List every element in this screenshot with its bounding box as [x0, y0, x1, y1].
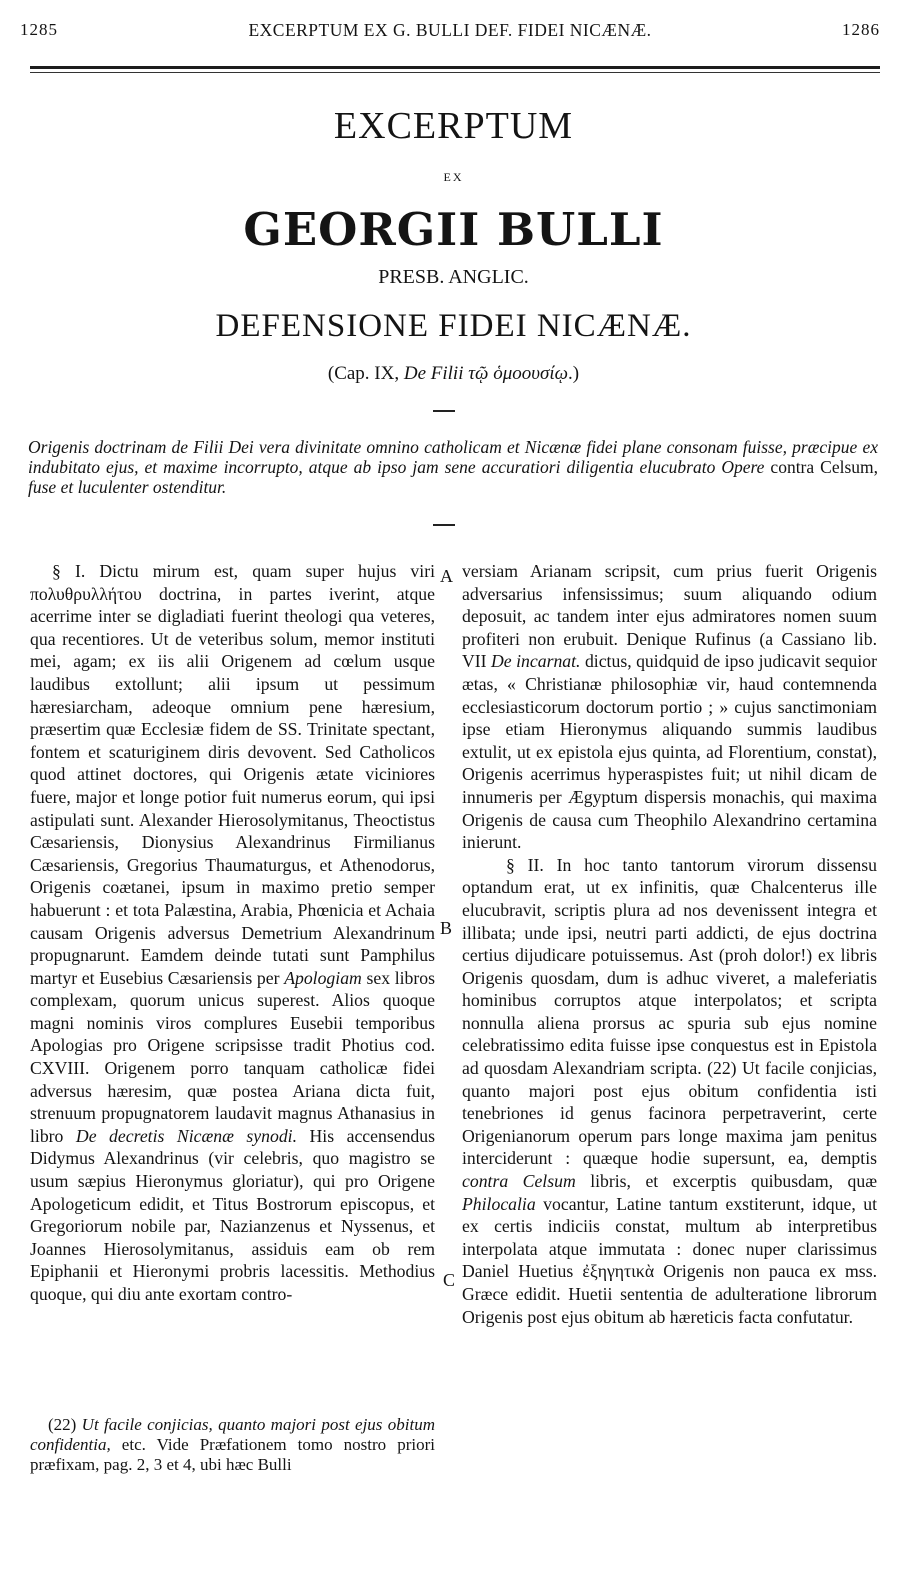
title-divider — [433, 410, 455, 412]
title-excerptum: EXCERPTUM — [333, 105, 574, 147]
title-author: GEORGII BULLI — [243, 203, 664, 256]
text-run: His accensendus Didymus Alexandrinus (vir celebris, quo magistro se usum sæpius Hieronymus gloriatur), qui pro Origene Apologeticum edidit, et Titus Bostrorum episcopus, et Gregoriorum nobile par, Nazianzenus et Nyssenus, et Joannes Hierosolymitanus, assiduis eam ob rem Epiphanii et Hieronymi probris lacessitis. Methodius quoque, qui diu ante exortam contro- — [30, 1125, 436, 1304]
paragraph-2 — [462, 854, 877, 1328]
text-run: § I. Dictu mirum est, quam super hujus viri πολυθρυλλήτου doctrina, in partes iverint, atque acerrime inter se digladiati fuerint theologi qua veteres, qua recentiores. Ut de veteribus solum, memor instituti mei, agam; ex iis alii Origenem ad cœlum usque laudibus extollunt; alii ipsum ut pessimum hæresiarcham, adeoque omnium pene hæresium, præsertim quæ Ecclesiæ fidem de SS. Trinitate spectant, fontem et scaturiginem diris devovent. Sed Catholicos quod attinet doctores, qui Origenis ætate viciniores fuere, major et longe potior fuit numerus eorum, qui ipsi astipulati sunt. Alexander Hierosolymitanus, Theoctistus Cæsariensis, Dionysius Alexandrinus Firmilianus Cæsariensis, Gregorius Thaumaturgus, et Athenodorus, Origenis coætanei, ipsum in maximo pretio semper habuerunt : et tota Palæstina, Arabia, Phœnicia et Achaia causam Origenis adversus Demetrium Alexandrinum propugnarunt. Eamdem deinde tutati sunt Pamphilus martyr et Eusebius Cæsariensis per — [30, 561, 435, 988]
summary-paragraph — [28, 437, 878, 497]
running-title: EXCERPTUM EX G. BULLI DEF. FIDEI NICÆNÆ. — [248, 20, 652, 40]
chapter-post: .) — [568, 363, 580, 384]
text-italic: Apologiam — [284, 967, 362, 988]
text-run: libris, et excerptis quibusdam, quæ — [575, 1171, 877, 1192]
header-rule-thick — [30, 66, 880, 69]
margin-letter-b: B — [440, 918, 453, 938]
text-run: dictus, quidquid de ipso judicavit sequior ætas, « Christianæ philosophiæ vir, haud contemnenda ecclesiasticorum doctorum portio ; » cujus sanctimoniam ipse etiam Hieronymus aliquando summis laudibus extulit, ut ex epistola ejus quinta, ad Florentium, constat), Origenis acerrimus hyperaspistes fuit; ut nihil dicam de innumeris per Ægyptum dispersis monachis, qui maxima Origenis de causa cum Theophilo Alexandrino certamina inierunt. — [462, 651, 877, 853]
summary-part-2: contra Celsum, — [770, 457, 878, 477]
summary-divider — [433, 524, 455, 526]
margin-letter-c: C — [443, 1270, 456, 1290]
paragraph-1-continued — [462, 560, 877, 854]
text-italic: De decretis Nicænæ synodi. — [75, 1125, 298, 1146]
margin-letter-a: A — [440, 566, 453, 586]
chapter-italic: De Filii τῷ ὁμοουσίῳ — [403, 363, 569, 384]
title-work: DEFENSIONE FIDEI NICÆNÆ. — [215, 308, 692, 344]
footnote-text: etc. Vide Præfationem tomo nostro priori præfixam, pag. 2, 3 et 4, ubi hæc Bulli — [30, 1435, 435, 1474]
text-run: versiam Arianam scripsit, cum prius fuerit Origenis adversarius infensissimus; suum aliquando odium deposuit, ac tandem inter ejus admiratores nomen suum profiteri non erubuit. Denique Rufinus (a Cassiano lib. VII — [462, 561, 877, 672]
page-number-right: 1286 — [842, 20, 880, 39]
title-presb: PRESB. ANGLIC. — [378, 266, 529, 288]
page-number-left: 1285 — [20, 20, 58, 39]
text-run: sex libros complexam, quorum unicus superest. Alios quoque magni nominis viros complures Eusebii temporibus Apologias pro Origene scripsisse tradit Photius cod. CXVIII. Origenem porro tanquam catholicæ fidei adversus hæresim, quæ postea Ariana dicta fuit, strenuum propugnatorem laudavit magnus Athanasius in libro — [30, 967, 436, 1146]
running-header — [20, 18, 880, 48]
text-italic: De incarnat. — [491, 651, 581, 672]
header-rule-thin — [30, 72, 880, 73]
text-run: § II. In hoc tanto tantorum virorum dissensu optandum erat, ut ex infinitis, quæ Chalcenterus ille elucubravit, scriptis plura ad nos devenissent integra et illibata; unde ipsi, neutri parti addicti, de ejus doctrina certius dijudicare potuissemus. Ast (proh dolor!) ex libris Origenis quosdam, dum is adhuc viveret, a maleferiatis hominibus corruptos atque interpolatos; et scripta nonnulla aliena prorsus ac spuria sub ejus nomine celebratissimo edita fuisse ipse conquestus est in Epistola ad quosdam Alexandriam scripta. (22) Ut facile conjicias, quanto majori post ejus obitum confidentia isti tenebriones id genus facinora perpetraverint, certe Origenianorum operum pars longe maxima jam penitus interciderunt : quæque hodie supersunt, ea, demptis — [462, 854, 877, 1169]
title-chapter — [0, 363, 907, 385]
chapter-pre: (Cap. IX, — [327, 363, 404, 384]
title-ex: EX — [443, 170, 464, 184]
summary-part-3: fuse et luculenter ostenditur. — [28, 477, 227, 497]
footnote-italic: Ut facile conjicias, quanto majori post ejus obitum confidentia, — [30, 1415, 435, 1454]
footnote-22 — [30, 1415, 435, 1475]
text-italic: Philocalia — [462, 1193, 536, 1214]
text-italic: contra Celsum — [462, 1171, 576, 1192]
text-run: vocantur, Latine tantum exstiterunt, idque, ut ex certis indiciis constat, multum ab interpretibus interpolata atque immutata : donec nuper clarissimus Daniel Huetius ἐξηγητικὰ Origenis non pauca ex mss. Græce edidit. Huetii sententia de adulteratione librorum Origenis post ejus obitum ab hæreticis facta confutatur. — [462, 1193, 877, 1327]
left-column — [30, 560, 435, 1306]
footnote-number: (22) — [48, 1415, 82, 1434]
paragraph-1 — [30, 560, 435, 1306]
right-column — [462, 560, 877, 1328]
summary-part-1: Origenis doctrinam de Filii Dei vera divinitate omnino catholicam et Nicænæ fidei plane consonam fuisse, præcipue ex indubitato ejus, et maxime incorrupto, atque ab ipso jam sene accuratiori diligentia elucubrato Opere — [28, 437, 878, 477]
